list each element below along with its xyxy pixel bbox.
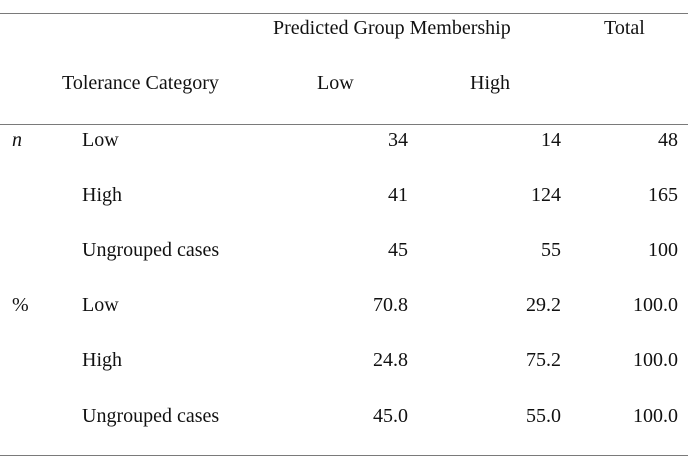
- category-cell: High: [82, 349, 122, 371]
- high-cell: 124: [531, 184, 561, 206]
- header-rule: [0, 124, 688, 125]
- low-column-header: Low: [317, 72, 354, 94]
- total-cell: 165: [648, 184, 678, 206]
- total-cell: 100.0: [633, 349, 678, 371]
- low-cell: 45: [388, 239, 408, 261]
- high-cell: 55.0: [526, 405, 561, 427]
- stat-label: %: [12, 294, 29, 316]
- top-rule: [0, 13, 688, 14]
- low-cell: 41: [388, 184, 408, 206]
- category-cell: Low: [82, 294, 119, 316]
- category-cell: Ungrouped cases: [82, 405, 220, 427]
- high-cell: 55: [541, 239, 561, 261]
- low-cell: 24.8: [373, 349, 408, 371]
- low-cell: 34: [388, 129, 408, 151]
- high-cell: 14: [541, 129, 561, 151]
- total-cell: 48: [658, 129, 678, 151]
- total-cell: 100: [648, 239, 678, 261]
- low-cell: 45.0: [373, 405, 408, 427]
- total-cell: 100.0: [633, 294, 678, 316]
- category-cell: Low: [82, 129, 119, 151]
- high-cell: 29.2: [526, 294, 561, 316]
- stat-label: n: [12, 129, 22, 151]
- bottom-rule: [0, 455, 688, 456]
- category-cell: High: [82, 184, 122, 206]
- predicted-group-header: Predicted Group Membership: [273, 17, 511, 39]
- high-cell: 75.2: [526, 349, 561, 371]
- low-cell: 70.8: [373, 294, 408, 316]
- total-cell: 100.0: [633, 405, 678, 427]
- category-cell: Ungrouped cases: [82, 239, 220, 261]
- total-header: Total: [604, 17, 645, 39]
- tolerance-category-header: Tolerance Category: [62, 72, 219, 94]
- high-column-header: High: [470, 72, 510, 94]
